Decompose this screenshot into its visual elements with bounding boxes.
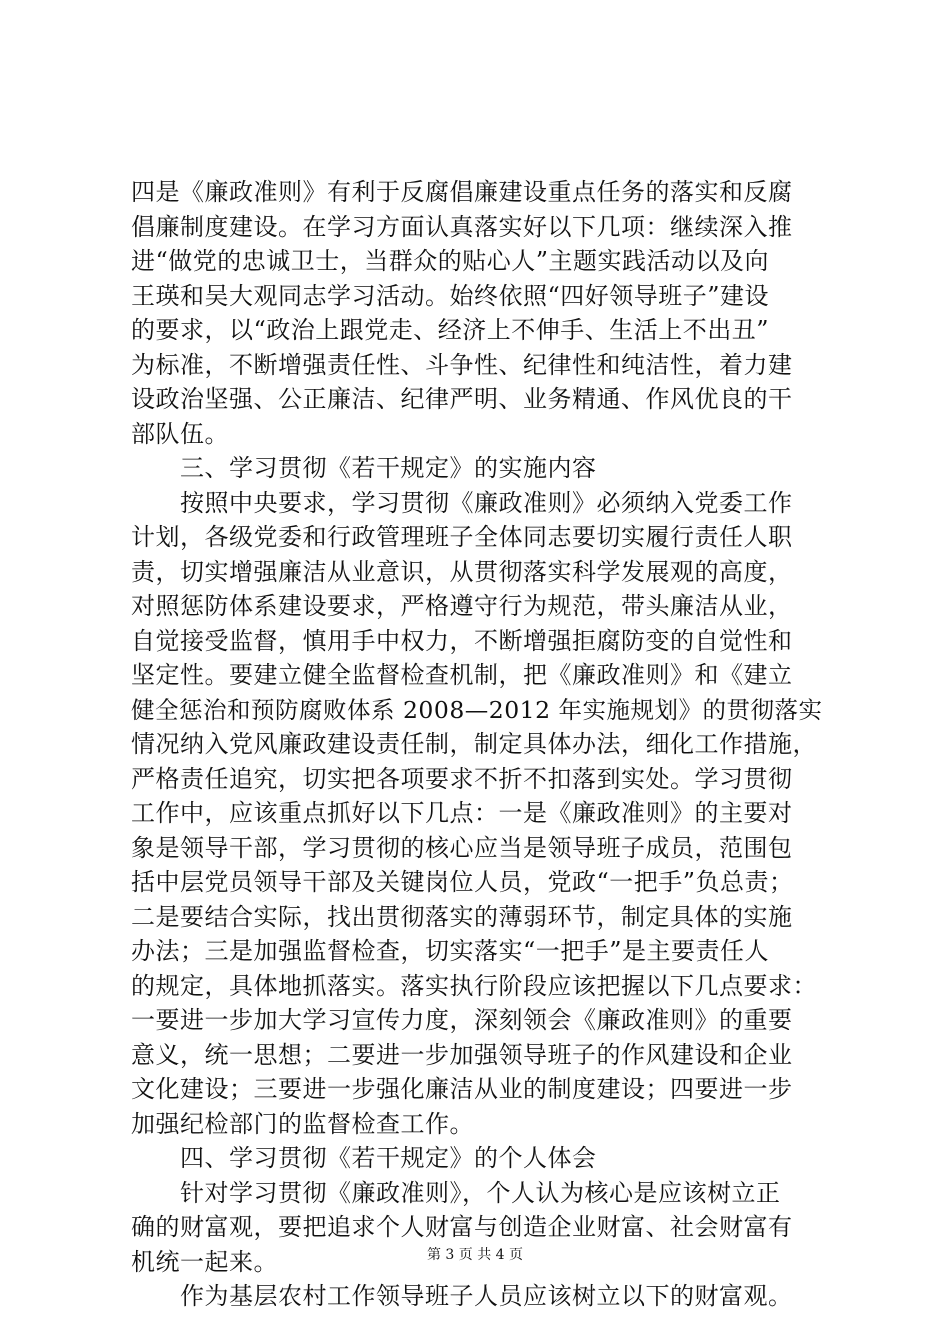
text-line: 计划，各级党委和行政管理班子全体同志要切实履行责任人职 [131, 523, 793, 551]
text-line: 括中层党员领导干部及关键岗位人员，党政“一把手”负总责； [131, 868, 794, 896]
text-line: 部队伍。 [131, 419, 229, 448]
text-line: 王瑛和吴大观同志学习活动。始终依照“四好领导班子”建设 [131, 281, 770, 310]
text-line: 的要求，以“政治上跟党走、经济上不伸手、生活上不出丑” [131, 316, 770, 344]
text-line: 四是《廉政准则》有利于反腐倡廉建设重点任务的落实和反腐 [131, 178, 793, 206]
text-line: 健全惩治和预防腐败体系 2008—2012 年实施规划》的贯彻落实 [131, 695, 823, 724]
text-line: 按照中央要求，学习贯彻《廉政准则》必须纳入党委工作 [131, 488, 793, 517]
text-line: 自觉接受监督，慎用手中权力，不断增强拒腐防变的自觉性和 [131, 626, 793, 655]
text-line: 作为基层农村工作领导班子人员应该树立以下的财富观。 [131, 1282, 793, 1310]
text-line: 设政治坚强、公正廉洁、纪律严明、业务精通、作风优良的干 [131, 385, 793, 413]
document-body [131, 175, 831, 1314]
text-line: 情况纳入党风廉政建设责任制，制定具体办法，细化工作措施， [131, 730, 817, 758]
text-line: 三、学习贯彻《若干规定》的实施内容 [131, 454, 597, 482]
text-line: 一要进一步加大学习宣传力度，深刻领会《廉政准则》的重要 [131, 1006, 793, 1034]
text-line: 确的财富观，要把追求个人财富与创造企业财富、社会财富有 [131, 1213, 793, 1241]
page-footer: 第 3 页 共 4 页 [426, 1247, 524, 1263]
text-line: 机统一起来。 [131, 1247, 278, 1276]
text-line: 意义，统一思想；二要进一步加强领导班子的作风建设和企业 [131, 1040, 793, 1069]
text-line: 四、学习贯彻《若干规定》的个人体会 [131, 1144, 597, 1172]
text-line: 对照惩防体系建设要求，严格遵守行为规范，带头廉洁从业， [131, 592, 793, 620]
text-line: 工作中，应该重点抓好以下几点：一是《廉政准则》的主要对 [131, 799, 793, 827]
text-line: 的规定，具体地抓落实。落实执行阶段应该把握以下几点要求： [131, 971, 817, 1000]
text-line: 二是要结合实际，找出贯彻落实的薄弱环节，制定具体的实施 [131, 902, 793, 931]
text-line: 文化建设；三要进一步强化廉洁从业的制度建设；四要进一步 [131, 1075, 793, 1103]
text-line: 进“做党的忠诚卫士，当群众的贴心人”主题实践活动以及向 [131, 247, 770, 275]
text-line: 为标准，不断增强责任性、斗争性、纪律性和纯洁性，着力建 [131, 350, 793, 379]
text-line: 严格责任追究，切实把各项要求不折不扣落到实处。学习贯彻 [131, 764, 793, 793]
text-line: 加强纪检部门的监督检查工作。 [131, 1109, 474, 1138]
text-line: 责，切实增强廉洁从业意识，从贯彻落实科学发展观的高度， [131, 557, 793, 586]
text-line: 象是领导干部，学习贯彻的核心应当是领导班子成员，范围包 [131, 833, 793, 862]
text-line: 坚定性。要建立健全监督检查机制，把《廉政准则》和《建立 [131, 661, 793, 689]
text-line: 倡廉制度建设。在学习方面认真落实好以下几项：继续深入推 [131, 212, 793, 241]
text-line: 针对学习贯彻《廉政准则》，个人认为核心是应该树立正 [131, 1178, 781, 1207]
text-line: 办法；三是加强监督检查，切实落实“一把手”是主要责任人 [131, 937, 770, 965]
